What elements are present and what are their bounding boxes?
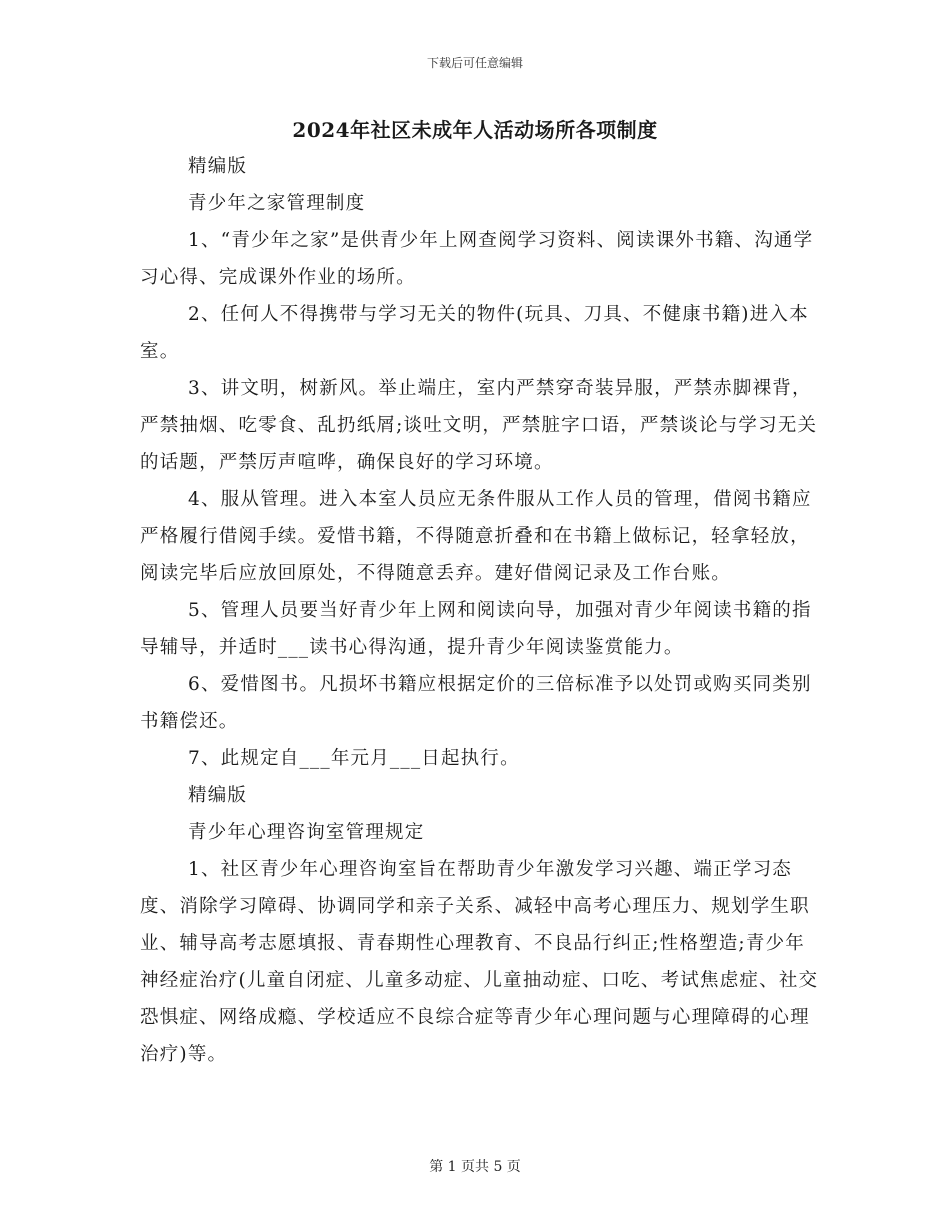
paragraph: 7、此规定自___年元月___日起执行。 [188,748,520,769]
paragraph: 3、讲文明，树新风。举止端庄，室内严禁穿奇装异服，严禁赤脚裸背，严禁抽烟、吃零食、乱扔纸屑;谈吐文明，严禁脏字口语，严禁谈论与学习无关的话题，严禁厉声喧哗，确保良好的学习环境。 [140,378,818,473]
section-heading-youth-home: 青少年之家管理制度 [188,193,366,214]
paragraph: 1、社区青少年心理咨询室旨在帮助青少年激发学习兴趣、端正学习态度、消除学习障碍、协调同学和亲子关系、减轻中高考心理压力、规划学生职业、辅导高考志愿填报、青春期性心理教育、不良品行纠正;性格塑造;青少年神经症治疗(儿童自闭症、儿童多动症、儿童抽动症、口吃、考试焦虑症、社交恐惧症、网络成瘾、学校适应不良综合症等青少年心理问题与心理障碍的心理治疗)等。 [140,859,819,1065]
paragraph: 2、任何人不得携带与学习无关的物件(玩具、刀具、不健康书籍)进入本室。 [140,304,809,362]
page-header-note: 下载后可任意编辑 [426,56,523,70]
document-title: 2024年社区未成年人活动场所各项制度 [292,118,658,142]
paragraph: 4、服从管理。进入本室人员应无条件服从工作人员的管理，借阅书籍应严格履行借阅手续。爱惜书籍，不得随意折叠和在书籍上做标记，轻拿轻放，阅读完毕后应放回原处，不得随意丢弃。建好借阅记录及工作台账。 [140,489,812,584]
paragraph: 6、爱惜图书。凡损坏书籍应根据定价的三倍标准予以处罚或购买同类别书籍偿还。 [140,674,812,732]
paragraph: 5、管理人员要当好青少年上网和阅读向导，加强对青少年阅读书籍的指导辅导，并适时___读书心得沟通，提升青少年阅读鉴赏能力。 [140,600,812,658]
section-heading-counseling-room: 青少年心理咨询室管理规定 [188,822,425,843]
edition-label: 精编版 [188,156,248,177]
document-body [140,148,822,1073]
edition-label: 精编版 [188,785,248,806]
paragraph: 1、“青少年之家”是供青少年上网查阅学习资料、阅读课外书籍、沟通学习心得、完成课外作业的场所。 [140,230,814,288]
page-number: 第 1 页共 5 页 [429,1159,521,1175]
